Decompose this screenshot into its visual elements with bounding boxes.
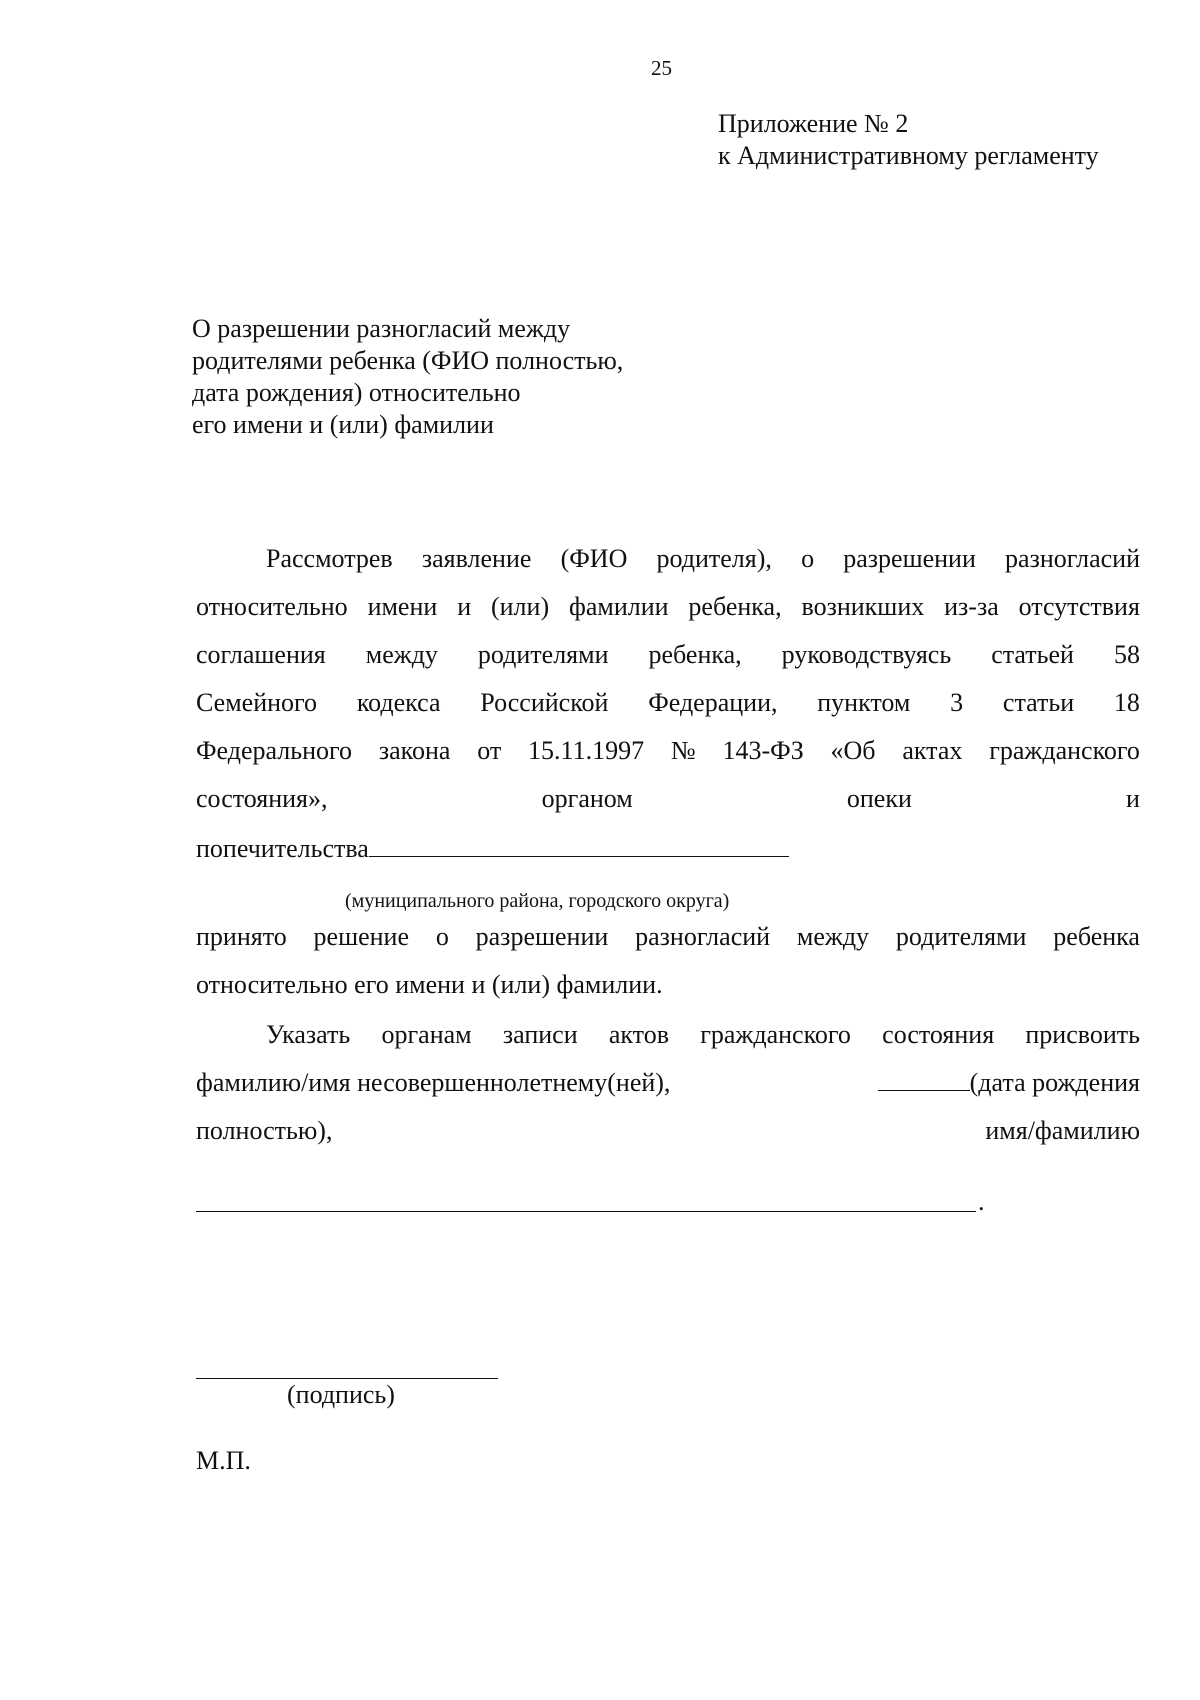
minor-name-line: [196, 1066, 1140, 1100]
word: гражданского: [700, 1020, 851, 1049]
justified-line: [196, 590, 1140, 624]
word: принято: [196, 922, 287, 951]
word: опеки: [846, 784, 912, 813]
appendix-header: [718, 108, 1099, 172]
word: актах: [902, 736, 963, 765]
word: 15.11.1997: [528, 736, 645, 765]
full-label: полностью),: [196, 1116, 333, 1145]
word: имени: [367, 592, 438, 621]
word: от: [477, 736, 502, 765]
justified-line: [196, 638, 1140, 672]
word: из-за: [944, 592, 999, 621]
word: статьей: [991, 640, 1074, 669]
word: присвоить: [1025, 1020, 1140, 1049]
word: Рассмотрев: [266, 544, 393, 573]
word: 143-ФЗ: [722, 736, 804, 765]
word: разрешении: [475, 922, 609, 951]
word: фамилии: [568, 592, 669, 621]
word: ребенка,: [688, 592, 782, 621]
word: и: [457, 592, 472, 621]
word: гражданского: [989, 736, 1140, 765]
guardianship-line: [196, 832, 1140, 866]
subject-line: дата рождения) относительно: [192, 378, 521, 407]
word: записи: [502, 1020, 578, 1049]
word: кодекса: [356, 688, 441, 717]
word: соглашения: [196, 640, 326, 669]
name-surname-label: имя/фамилию: [985, 1116, 1140, 1145]
word: Федерации,: [648, 688, 778, 717]
word: отсутствия: [1018, 592, 1140, 621]
appendix-line-2: к Административному регламенту: [718, 141, 1099, 170]
word: 3: [950, 688, 964, 717]
subject-line: О разрешении разногласий между: [192, 314, 571, 343]
appendix-line-1: Приложение № 2: [718, 109, 909, 138]
subject-line: его имени и (или) фамилии: [192, 410, 494, 439]
word: 18: [1113, 688, 1140, 717]
justified-line: [196, 782, 1140, 816]
word: относительно: [196, 592, 348, 621]
word: разногласий: [1005, 544, 1140, 573]
word: (или): [490, 592, 550, 621]
word: заявление: [421, 544, 532, 573]
guardianship-label: попечительства: [196, 834, 369, 863]
word: разногласий: [635, 922, 771, 951]
word: о: [801, 544, 815, 573]
word: родителями: [477, 640, 609, 669]
signature-hint: (подпись): [287, 1380, 395, 1409]
justified-line: [196, 734, 1140, 768]
stamp-place: М.П.: [196, 1446, 251, 1475]
minor-label: фамилию/имя несовершеннолетнему(ней),: [196, 1068, 671, 1097]
guardianship-hint: (муниципального района, городского округа): [345, 890, 730, 912]
word: решение: [313, 922, 410, 951]
document-subject: [192, 313, 623, 441]
word: статьи: [1002, 688, 1075, 717]
name-line: [196, 1114, 1140, 1148]
word: между: [365, 640, 438, 669]
word: состояния»,: [196, 784, 328, 813]
subject-line: родителями ребенка (ФИО полностью,: [192, 346, 624, 375]
justified-line: [266, 1018, 1140, 1052]
word: пунктом: [817, 688, 911, 717]
decision-line: относительно его имени и (или) фамилии.: [196, 970, 663, 999]
word: Российской: [480, 688, 609, 717]
word: возникших: [801, 592, 925, 621]
word: Указать: [266, 1020, 351, 1049]
word: №: [670, 736, 696, 765]
birth-date-blank-field[interactable]: [878, 1066, 970, 1091]
word: и: [1126, 784, 1140, 813]
word: между: [796, 922, 870, 951]
new-name-blank-field[interactable]: [196, 1211, 976, 1212]
word: ребенка,: [648, 640, 742, 669]
word: Федерального: [196, 736, 353, 765]
birth-date-label: (дата рождения: [969, 1068, 1140, 1097]
justified-line: [196, 686, 1140, 720]
word: Семейного: [196, 688, 318, 717]
word: органам: [381, 1020, 472, 1049]
page-number: 25: [651, 56, 672, 80]
word: о: [435, 922, 449, 951]
word: (ФИО: [560, 544, 628, 573]
word: состояния: [882, 1020, 995, 1049]
final-period: .: [978, 1187, 985, 1216]
justified-line: [266, 542, 1140, 576]
word: закона: [378, 736, 451, 765]
justified-line: [196, 920, 1140, 954]
word: актов: [608, 1020, 669, 1049]
word: разрешении: [843, 544, 976, 573]
word: ребенка: [1053, 922, 1140, 951]
word: 58: [1113, 640, 1140, 669]
word: родителями: [895, 922, 1027, 951]
word: руководствуясь: [781, 640, 952, 669]
guardianship-blank-field[interactable]: [369, 832, 789, 857]
word: родителя),: [656, 544, 772, 573]
word: органом: [541, 784, 633, 813]
word: «Об: [830, 736, 876, 765]
